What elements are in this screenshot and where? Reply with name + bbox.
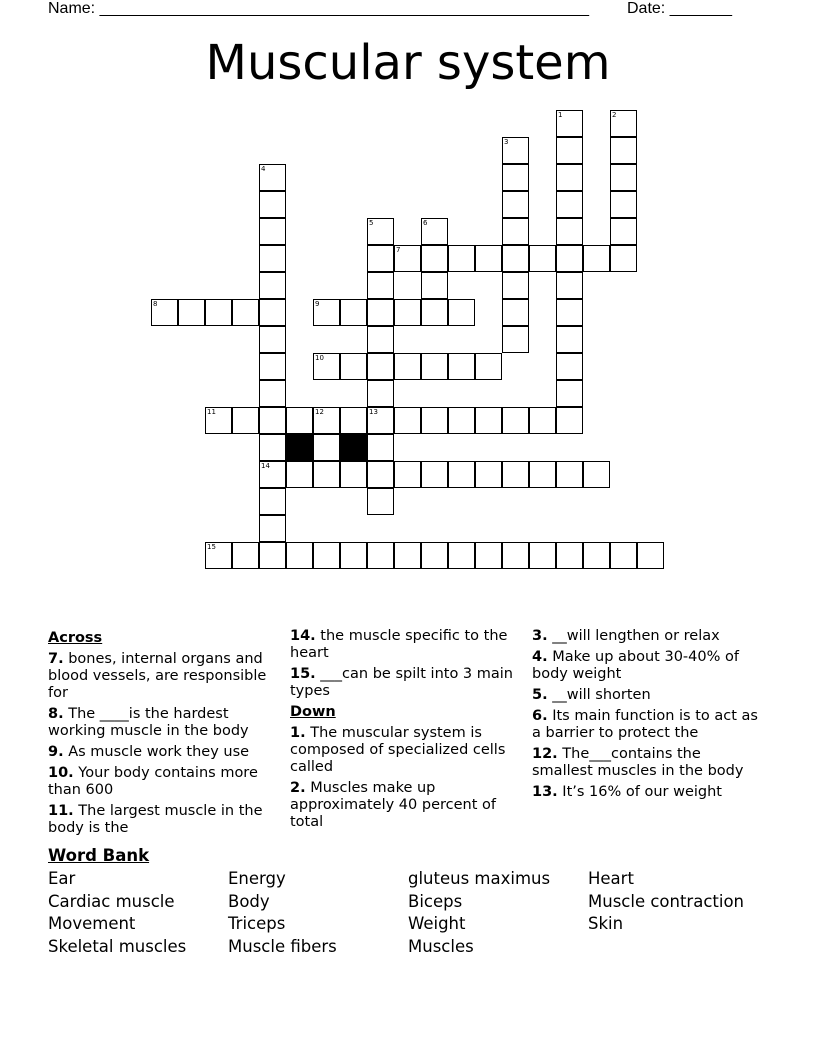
grid-cell[interactable]: [259, 488, 286, 515]
grid-cell[interactable]: [421, 461, 448, 488]
clue-number: 13.: [532, 784, 558, 800]
clue-number: 9.: [48, 744, 64, 760]
grid-cell[interactable]: [583, 245, 610, 272]
grid-cell[interactable]: [259, 272, 286, 299]
grid-cell[interactable]: [421, 407, 448, 434]
clue-number: 15.: [290, 666, 316, 682]
clue-number-label: 14: [261, 462, 270, 470]
clue-text: Your body contains more than 600: [48, 765, 258, 798]
grid-cell[interactable]: [259, 218, 286, 245]
grid-cell[interactable]: [421, 299, 448, 326]
grid-cell[interactable]: [286, 407, 313, 434]
grid-cell[interactable]: [502, 164, 529, 191]
clue-text: It’s 16% of our weight: [557, 784, 722, 800]
across-heading: Across: [48, 630, 103, 646]
grid-cell[interactable]: [475, 245, 502, 272]
clue-text: bones, internal organs and blood vessels, are responsible for: [48, 651, 267, 701]
grid-cell[interactable]: [475, 353, 502, 380]
grid-cell[interactable]: [313, 353, 340, 380]
grid-cell[interactable]: [205, 299, 232, 326]
grid-cell[interactable]: [502, 245, 529, 272]
grid-cell[interactable]: [637, 542, 664, 569]
word-bank: [48, 846, 768, 957]
grid-cell[interactable]: [367, 488, 394, 515]
grid-cell[interactable]: [610, 110, 637, 137]
clue-number: 1.: [290, 725, 306, 741]
clue-number: 10.: [48, 765, 74, 781]
clue-down-4: [532, 649, 764, 683]
clue-number-label: 2: [612, 111, 617, 119]
grid-cell[interactable]: [394, 407, 421, 434]
grid-cell[interactable]: [313, 542, 340, 569]
clue-number: 5.: [532, 687, 548, 703]
grid-cell[interactable]: [367, 299, 394, 326]
grid-cell[interactable]: [475, 542, 502, 569]
grid-cell[interactable]: [259, 515, 286, 542]
grid-cell[interactable]: [583, 461, 610, 488]
grid-cell[interactable]: [556, 407, 583, 434]
grid-cell[interactable]: [502, 299, 529, 326]
grid-cell[interactable]: [259, 164, 286, 191]
grid-cell[interactable]: [529, 245, 556, 272]
grid-cell[interactable]: [259, 326, 286, 353]
grid-cell[interactable]: [313, 434, 340, 461]
clue-number: 4.: [532, 649, 548, 665]
grid-cell[interactable]: [367, 434, 394, 461]
grid-cell[interactable]: [529, 542, 556, 569]
grid-cell[interactable]: [367, 353, 394, 380]
grid-cell[interactable]: [367, 542, 394, 569]
word-bank-item: Triceps: [228, 914, 286, 933]
grid-cell[interactable]: [286, 542, 313, 569]
clue-text: The ____is the hardest working muscle in the body: [48, 706, 249, 739]
grid-cell[interactable]: [340, 461, 367, 488]
clue-text: the muscle specific to the heart: [290, 628, 508, 661]
clue-number: 2.: [290, 780, 306, 796]
clue-number-label: 8: [153, 300, 158, 308]
black-cell: [286, 434, 313, 461]
grid-cell[interactable]: [232, 299, 259, 326]
word-bank-item: gluteus maximus: [408, 869, 551, 888]
grid-cell[interactable]: [421, 245, 448, 272]
clue-number-label: 9: [315, 300, 320, 308]
clue-across-7: [48, 651, 280, 702]
grid-cell[interactable]: [556, 218, 583, 245]
grid-cell[interactable]: [340, 542, 367, 569]
grid-cell[interactable]: [556, 137, 583, 164]
grid-cell[interactable]: [367, 272, 394, 299]
name-line[interactable]: Name: _______________________________________________________: [48, 0, 589, 17]
word-bank-item: Muscle contraction: [588, 891, 745, 911]
clue-number: 6.: [532, 708, 548, 724]
word-bank-item: Skeletal muscles: [48, 936, 187, 956]
grid-cell[interactable]: [556, 272, 583, 299]
clue-across-14: [290, 628, 522, 662]
word-bank-item: Muscles: [408, 936, 474, 956]
grid-cell[interactable]: [475, 461, 502, 488]
grid-cell[interactable]: [448, 299, 475, 326]
grid-cell[interactable]: [259, 461, 286, 488]
clue-number-label: 12: [315, 408, 324, 416]
grid-cell[interactable]: [205, 407, 232, 434]
grid-cell[interactable]: [556, 542, 583, 569]
grid-cell[interactable]: [502, 542, 529, 569]
clue-down-2: [290, 780, 522, 831]
clue-number-label: 11: [207, 408, 216, 416]
grid-cell[interactable]: [448, 245, 475, 272]
grid-cell[interactable]: [556, 461, 583, 488]
grid-cell[interactable]: [502, 461, 529, 488]
grid-cell[interactable]: [610, 218, 637, 245]
word-bank-heading: Word Bank: [48, 846, 150, 865]
grid-cell[interactable]: [448, 353, 475, 380]
clue-number-label: 10: [315, 354, 324, 362]
grid-cell[interactable]: [394, 542, 421, 569]
page-title: Muscular system: [205, 35, 611, 91]
grid-cell[interactable]: [367, 461, 394, 488]
clue-number-label: 13: [369, 408, 378, 416]
black-cell: [340, 434, 367, 461]
grid-cell[interactable]: [583, 542, 610, 569]
grid-cell[interactable]: [259, 245, 286, 272]
grid-cell[interactable]: [556, 191, 583, 218]
grid-cell[interactable]: [259, 407, 286, 434]
clue-number: 14.: [290, 628, 316, 644]
clue-number-label: 7: [396, 246, 401, 254]
clue-number-label: 5: [369, 219, 374, 227]
down-heading: Down: [290, 704, 336, 720]
clue-down-3: [532, 628, 764, 645]
grid-cell[interactable]: [556, 164, 583, 191]
grid-cell[interactable]: [448, 407, 475, 434]
clues-column-3: [532, 628, 764, 805]
word-bank-item: Body: [228, 891, 270, 911]
clue-text: Its main function is to act as a barrier to protect the: [532, 708, 758, 741]
grid-cell[interactable]: [367, 326, 394, 353]
clue-number: 8.: [48, 706, 64, 722]
clue-text: As muscle work they use: [63, 744, 250, 760]
grid-cell[interactable]: [205, 542, 232, 569]
clue-across-15: [290, 666, 522, 700]
grid-cell[interactable]: [313, 299, 340, 326]
clue-text: The___contains the smallest muscles in the body: [532, 746, 744, 779]
clues-column-1: [48, 628, 280, 841]
word-bank-item: Energy: [228, 869, 286, 888]
grid-cell[interactable]: [367, 218, 394, 245]
clue-down-1: [290, 725, 522, 776]
clue-down-12: [532, 746, 764, 780]
grid-cell[interactable]: [178, 299, 205, 326]
clue-down-13: [532, 784, 764, 801]
grid-cell[interactable]: [232, 542, 259, 569]
grid-cell[interactable]: [529, 461, 556, 488]
clue-number-label: 1: [558, 111, 563, 119]
clue-number-label: 3: [504, 138, 509, 146]
clue-number: 7.: [48, 651, 64, 667]
clue-text: ___can be spilt into 3 main types: [290, 666, 513, 699]
grid-cell[interactable]: [421, 353, 448, 380]
grid-cell[interactable]: [502, 137, 529, 164]
grid-cell[interactable]: [610, 542, 637, 569]
clue-text: Muscles make up approximately 40 percent of total: [290, 780, 496, 830]
grid-cell[interactable]: [610, 164, 637, 191]
grid-cell[interactable]: [421, 272, 448, 299]
grid-cell[interactable]: [556, 110, 583, 137]
grid-cell[interactable]: [610, 245, 637, 272]
grid-cell[interactable]: [610, 137, 637, 164]
grid-cell[interactable]: [259, 542, 286, 569]
clue-text: The muscular system is composed of specialized cells called: [290, 725, 506, 775]
clue-text: The largest muscle in the body is the: [48, 803, 263, 836]
grid-cell[interactable]: [394, 245, 421, 272]
clue-number: 3.: [532, 628, 548, 644]
clue-number-label: 15: [207, 543, 216, 551]
grid-cell[interactable]: [556, 380, 583, 407]
grid-cell[interactable]: [421, 218, 448, 245]
word-bank-item: Skin: [588, 914, 624, 933]
grid-cell[interactable]: [556, 245, 583, 272]
grid-cell[interactable]: [232, 407, 259, 434]
grid-cell[interactable]: [529, 407, 556, 434]
grid-cell[interactable]: [556, 299, 583, 326]
date-line[interactable]: Date: _______: [627, 0, 732, 17]
grid-cell[interactable]: [556, 353, 583, 380]
word-bank-item: Biceps: [408, 891, 463, 911]
word-bank-item: Muscle fibers: [228, 936, 337, 956]
clue-across-11: [48, 803, 280, 837]
grid-cell[interactable]: [259, 353, 286, 380]
word-bank-item: Heart: [588, 869, 634, 888]
grid-cell[interactable]: [502, 407, 529, 434]
word-bank-item: Ear: [48, 869, 76, 888]
clue-text: Make up about 30-40% of body weight: [532, 649, 739, 682]
word-bank-item: Weight: [408, 914, 466, 933]
grid-cell[interactable]: [502, 272, 529, 299]
grid-cell[interactable]: [367, 380, 394, 407]
grid-cell[interactable]: [367, 407, 394, 434]
clue-text: __will lengthen or relax: [547, 628, 720, 644]
grid-cell[interactable]: [448, 542, 475, 569]
grid-cell[interactable]: [313, 461, 340, 488]
word-bank-item: Cardiac muscle: [48, 891, 175, 911]
grid-cell[interactable]: [340, 353, 367, 380]
grid-cell[interactable]: [502, 218, 529, 245]
grid-cell[interactable]: [151, 299, 178, 326]
grid-cell[interactable]: [448, 461, 475, 488]
grid-cell[interactable]: [340, 299, 367, 326]
clue-across-9: [48, 744, 280, 761]
grid-cell[interactable]: [610, 191, 637, 218]
grid-cell[interactable]: [394, 353, 421, 380]
clue-number-label: 6: [423, 219, 428, 227]
grid-cell[interactable]: [475, 407, 502, 434]
grid-cell[interactable]: [286, 461, 313, 488]
clue-across-10: [48, 765, 280, 799]
clue-down-5: [532, 687, 764, 704]
grid-cell[interactable]: [313, 407, 340, 434]
grid-cell[interactable]: [259, 191, 286, 218]
grid-cell[interactable]: [340, 407, 367, 434]
grid-cell[interactable]: [394, 299, 421, 326]
grid-cell[interactable]: [556, 326, 583, 353]
grid-cell[interactable]: [259, 380, 286, 407]
grid-cell[interactable]: [259, 299, 286, 326]
grid-cell[interactable]: [502, 191, 529, 218]
clue-text: __will shorten: [547, 687, 651, 703]
word-bank-item: Movement: [48, 914, 136, 933]
grid-cell[interactable]: [367, 245, 394, 272]
grid-cell[interactable]: [421, 542, 448, 569]
clue-number-label: 4: [261, 165, 266, 173]
grid-cell[interactable]: [259, 434, 286, 461]
grid-cell[interactable]: [502, 326, 529, 353]
word-bank-list: [48, 869, 768, 957]
clue-number: 11.: [48, 803, 74, 819]
clue-across-8: [48, 706, 280, 740]
grid-cell[interactable]: [394, 461, 421, 488]
clue-number: 12.: [532, 746, 558, 762]
clue-down-6: [532, 708, 764, 742]
clues-column-2: [290, 628, 522, 835]
